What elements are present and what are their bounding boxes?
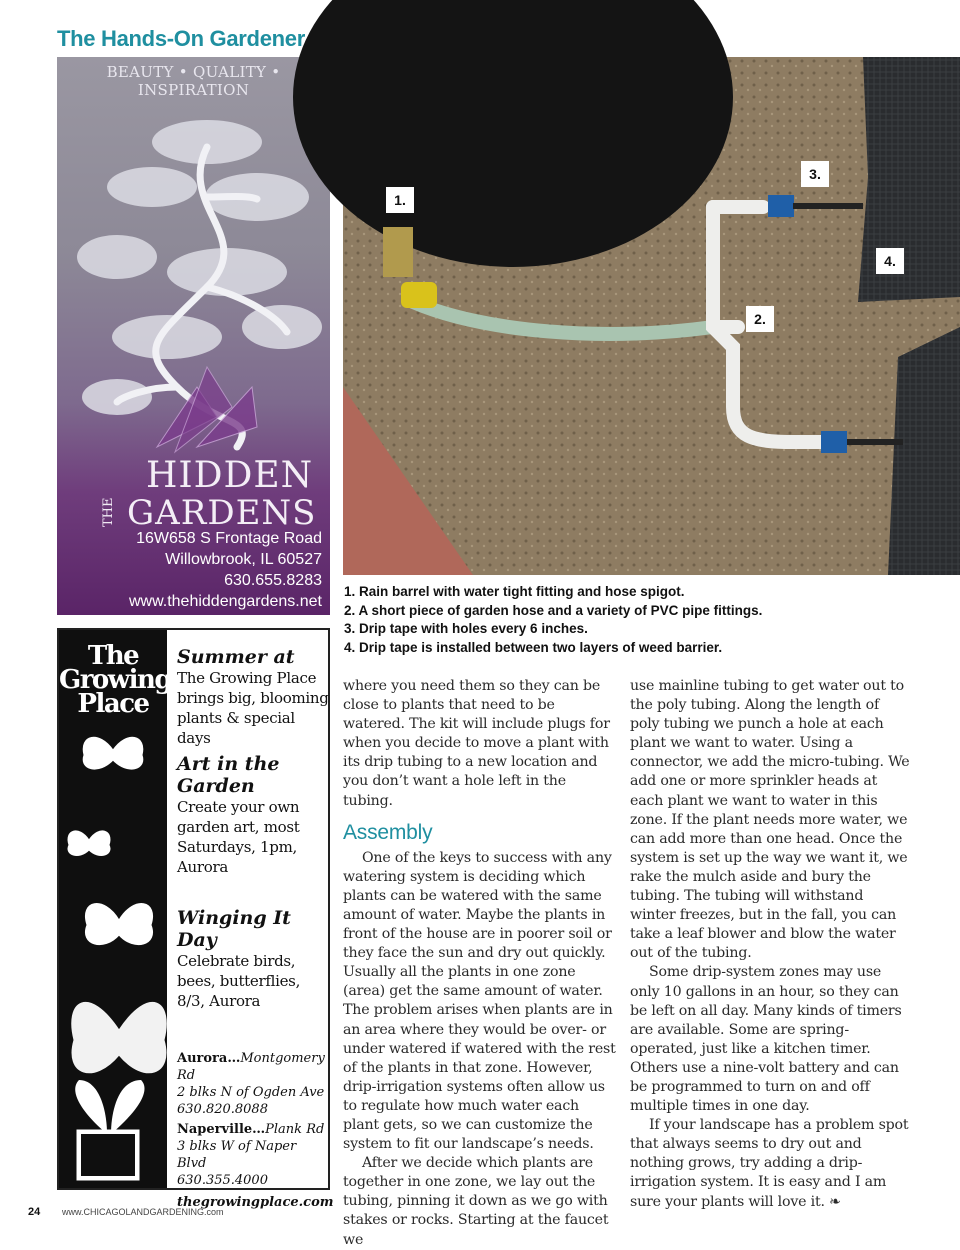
article-paragraph: use mainline tubing to get water out to the poly tubing. Along the length of poly tubing we punch a hole at each plant we want to water. Using a connector, we add the micro-tubing. We add one or more sprinkler heads at each plant we want to water in this zone. If the plant needs more water, we can add more than one head. Once the system is set up the way we want it, we rake the mulch aside and bury the tubing. The tubing will withstand winter freezes, but in the fall, you can take a leaf blower and blow the water out of the tubing.	[630, 678, 910, 962]
drip-irrigation-photo	[343, 57, 960, 575]
caption-line-2: 2. A short piece of garden hose and a variety of PVC pipe fittings.	[344, 602, 763, 618]
ad-heading-winging: Winging It Day	[177, 907, 291, 951]
loc-aurora-directions: 2 blks N of Ogden Ave	[177, 1085, 325, 1100]
article-paragraph: After we decide which plants are together in one zone, we lay out the tubing, pinning it down as we go with stakes or rocks. Starting at the faucet we	[343, 1155, 609, 1248]
page-number: 24	[28, 1206, 41, 1218]
article-paragraph: One of the keys to success with any watering system is deciding which plants can be watered with the same amount of water. Maybe the plants in front of the house are in poorer soil or they face the sun and dry out quickly. Usually all the plants in one zone (area) get the same amount of water. The problem arises when plants are in an area where they would be over- or under watered if watered with the rest of the plants in that zone. However, drip-irrigation systems often allow us to regulate how much water each plant gets, so we can customize the system to fit our landscape’s needs.	[343, 849, 616, 1153]
growing-place-ad[interactable]	[57, 628, 334, 1210]
logo-the: THE	[101, 497, 116, 527]
footer-website-link[interactable]: www.CHICAGOLANDGARDENING.com	[62, 1207, 224, 1217]
loc-aurora-city: Aurora…	[177, 1051, 241, 1066]
hidden-gardens-ad[interactable]	[57, 57, 330, 615]
section-title: The Hands-On Gardener	[57, 26, 305, 51]
callout-1: 1.	[386, 187, 414, 213]
loc-naperville-road: Plank Rd	[265, 1122, 325, 1137]
article-paragraph: Some drip-system zones may use only 10 gallons in an hour, so they can be left on all day. Many kinds of timers are available. Some are spring-operated, just like a kitchen timer. Others use a nine-volt battery and can be programmed to turn on and off multiple times in one day.	[630, 964, 902, 1115]
logo-line-3: Place	[77, 689, 149, 719]
loc-aurora-phone: 630.820.8088	[177, 1102, 268, 1117]
callout-3: 3.	[801, 161, 829, 187]
loc-aurora-road: Montgomery Rd	[177, 1051, 325, 1083]
logo-line-1: The	[87, 641, 139, 671]
callout-4: 4.	[876, 248, 904, 274]
caption-line-1: 1. Rain barrel with water tight fitting and hose spigot.	[344, 584, 685, 599]
ad-tagline: BEAUTY • QUALITY • INSPIRATION	[106, 63, 281, 99]
ad-heading-art: Art in the Garden	[177, 753, 280, 797]
loc-naperville-city: Naperville…	[177, 1122, 266, 1137]
loc-naperville-directions: 3 blks W of Naper Blvd	[177, 1139, 297, 1171]
ad-text-art: Create your own garden art, most Saturdays, 1pm, Aurora	[177, 798, 300, 876]
ad-growing-website-link[interactable]: thegrowingplace.com	[177, 1195, 334, 1210]
ad-city: Willowbrook, IL 60527	[165, 551, 322, 568]
caption-line-3: 3. Drip tape with holes every 6 inches.	[344, 621, 588, 636]
article-column-1	[343, 677, 618, 1250]
growing-place-logo	[59, 641, 172, 719]
ad-text-winging: Celebrate birds, bees, butterflies, 8/3, Aurora	[177, 952, 301, 1010]
photo-illustration	[343, 57, 960, 575]
article-paragraph: If your landscape has a problem spot that always seems to dry out and nothing grows, try adding a drip-irrigation system. It is easy and I am sure your plants will love it.	[630, 1117, 909, 1210]
end-mark-icon: ❧	[829, 1193, 841, 1210]
butterflies-and-plant-illustration	[59, 730, 167, 1188]
loc-naperville-phone: 630.355.4000	[177, 1173, 268, 1188]
article-paragraph: where you need them so they can be close to plants that need to be watered. The kit will include plugs for when you decide to move a plant with its drip tubing to a new location and you don’t want a hole left in the tubing.	[343, 678, 610, 809]
ad-phone: 630.655.8283	[224, 572, 322, 589]
ad-address: 16W658 S Frontage Road	[136, 530, 322, 547]
article-column-2	[630, 677, 910, 1212]
assembly-subhead: Assembly	[343, 820, 433, 844]
logo-hidden: HIDDEN	[146, 455, 314, 496]
caption-line-4: 4. Drip tape is installed between two layers of weed barrier.	[344, 639, 723, 655]
ad-heading-summer: Summer at	[177, 646, 295, 668]
logo-line-2: Growing	[59, 665, 172, 695]
callout-2: 2.	[746, 306, 774, 332]
ad-website-link[interactable]: www.thehiddengardens.net	[128, 593, 322, 610]
photo-caption	[344, 583, 954, 657]
ad-text-summer: The Growing Place brings big, blooming plants & special days	[177, 669, 329, 747]
logo-gardens: GARDENS	[127, 493, 317, 533]
